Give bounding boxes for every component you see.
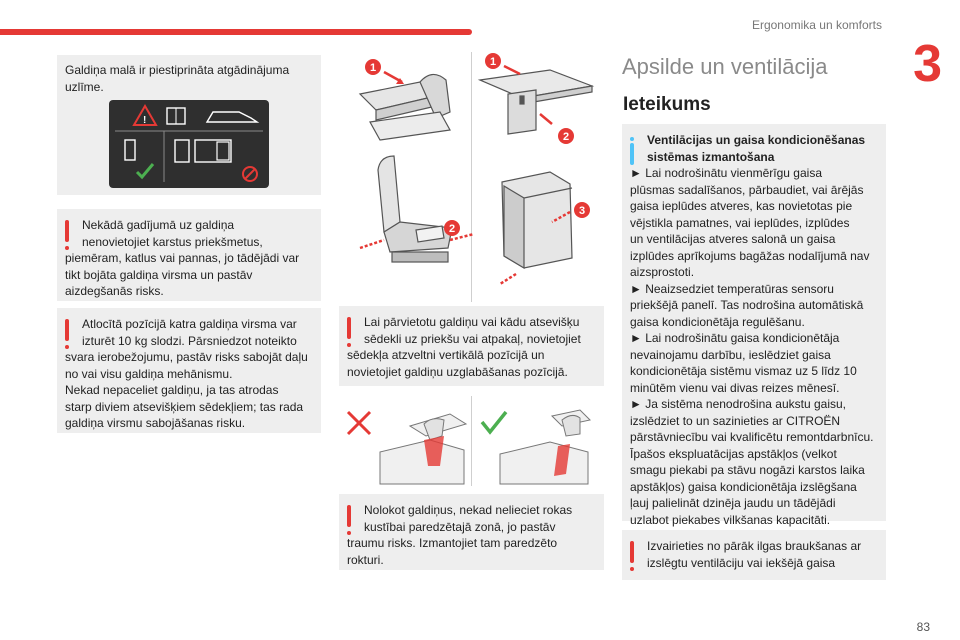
section-subtitle: Ieteikums <box>623 94 711 115</box>
svg-text:1: 1 <box>490 56 497 68</box>
header-title: Ergonomika un komforts <box>751 18 882 32</box>
move-table-warning: Lai pārvietotu galdiņu vai kādu atsevišķu sēdekli uz priekšu vai atpakaļ, novietojiet sēdekļa atzveltni vertikālā pozīcijā un novietojiet galdiņu uzglabāšanas pozīcijā. <box>339 306 604 386</box>
warning-icon <box>65 316 82 349</box>
svg-text:3: 3 <box>579 205 586 217</box>
top-accent-bar <box>0 29 472 35</box>
ventilation-info-text: ► Lai nodrošinātu vienmērīgu gaisa plūsmas sadalīšanos, pārbaudiet, vai ārējās gaisa ieplūdes atveres, kas novietotas pie vējstikla pamatnes, vai ieplūdes, izplūdes un ventilācijas atveres salonā un gaisa izplūdes aprīkojums bagāžas nodalījumā nav aizsprostoti. ► Neaizsedziet temperatūras sensoru priekšējā panelī. Tas nodrošina automātiskā gaisa kondicionētāja regulēšanu. ► Lai nodrošinātu gaisa kondicionētāja nevainojamu darbību, ieslēdziet gaisa kondicionētāja sistēmu vismaz uz 5 līdz 10 minūtēm vienu vai divas reizes mēnesī. ► Ja sistēma nenodrošina aukstu gaisu, izslēdziet to un sazinieties ar CITROËN pārstāvniecību vai kvalificētu remontdarbnīcu. Īpašos ekspluatācijas apstākļos (velkot smagu piekabi pa stāvu nogāzi karstos laika apstākļos) gaisa kondicionētāja izslēgšana ļauj palielināt dzinēja jaudu un tādējādi uzlabot piekabes vilkšanas kapacitāti. <box>630 166 874 527</box>
correct-check-icon <box>482 412 506 432</box>
svg-text:2: 2 <box>449 223 456 235</box>
ventilation-info-box: Ventilācijas un gaisa kondicionēšanas sistēmas izmantošana ► Lai nodrošinātu vienmērīgu gaisa plūsmas sadalīšanos, pārbaudiet, vai ārējās gaisa ieplūdes atveres, kas novietotas pie vējstikla pamatnes, vai ieplūdes, izplūdes un ventilācijas atveres salonā un gaisa izplūdes aprīkojums bagāžas nodalījumā nav aizsprostoti. ► Neaizsedziet temperatūras sensoru priekšējā panelī. Tas nodrošina automātiskā gaisa kondicionētāja regulēšanu. ► Lai nodrošinātu gaisa kondicionētāja nevainojamu darbību, ieslēdziet gaisa kondicionētāja sistēmu vismaz uz 5 līdz 10 minūtēm vienu vai divas reizes mēnesī. ► Ja sistēma nenodrošina aukstu gaisu, izslēdziet to un sazinieties ar CITROËN pārstāvniecību vai kvalificētu remontdarbnīcu. Īpašos ekspluatācijas apstākļos (velkot smagu piekabi pa stāvu nogāzi karstos laika apstākļos) gaisa kondicionētāja izslēgšana ļauj palielināt dzinēja jaudu un tādējādi uzlabot piekabes vilkšanas kapacitāti. <box>622 124 886 521</box>
page-number: 83 <box>916 620 930 634</box>
table-adjustment-illustrations <box>340 52 600 302</box>
hands-warning: Nolokot galdiņus, nekad nelieciet rokas kustībai paredzētajā zonā, jo pastāv traumu risks. Izmantojiet tam paredzēto rokturi. <box>339 494 604 570</box>
ventilation-warning: Izvairieties no pārāk ilgas braukšanas ar izslēgtu ventilāciju vai iekšējā gaisa <box>622 530 886 580</box>
incorrect-x-icon <box>348 412 370 434</box>
section-title: Apsilde un ventilācija <box>622 54 828 79</box>
info-icon <box>630 132 647 165</box>
svg-text:1: 1 <box>370 62 377 74</box>
svg-text:!: ! <box>143 115 147 126</box>
svg-text:2: 2 <box>563 131 570 143</box>
folding-hand-illustration <box>340 396 604 488</box>
warning-icon <box>347 502 364 535</box>
warning-icon <box>347 314 364 347</box>
label-caption: Galdiņa malā ir piestiprināta atgādinājuma uzlīme. <box>65 63 290 94</box>
chapter-number: 3 <box>913 35 942 93</box>
reminder-sticker-image <box>109 100 269 188</box>
load-limit-warning: Atlocītā pozīcijā katra galdiņa virsma var izturēt 10 kg slodzi. Pārsniedzot noteikto svara ierobežojumu, pastāv risks sabojāt daļu no vai visu galdiņa mehānismu. Nekad nepaceliet galdiņu, ja tas atrodas starp diviem atsevišķiem sēdekļiem; tas rada galdiņa virsmu sabojāšanas risku. <box>57 308 321 433</box>
warning-icon <box>65 217 82 250</box>
warning-icon <box>630 538 647 571</box>
label-info-box <box>57 55 321 195</box>
hot-objects-warning: Nekādā gadījumā uz galdiņa nenovietojiet karstus priekšmetus, piemēram, katlus vai pannas, jo tādējādi var tikt bojāta galdiņa virsma un pastāv aizdegšanās risks. <box>57 209 321 301</box>
